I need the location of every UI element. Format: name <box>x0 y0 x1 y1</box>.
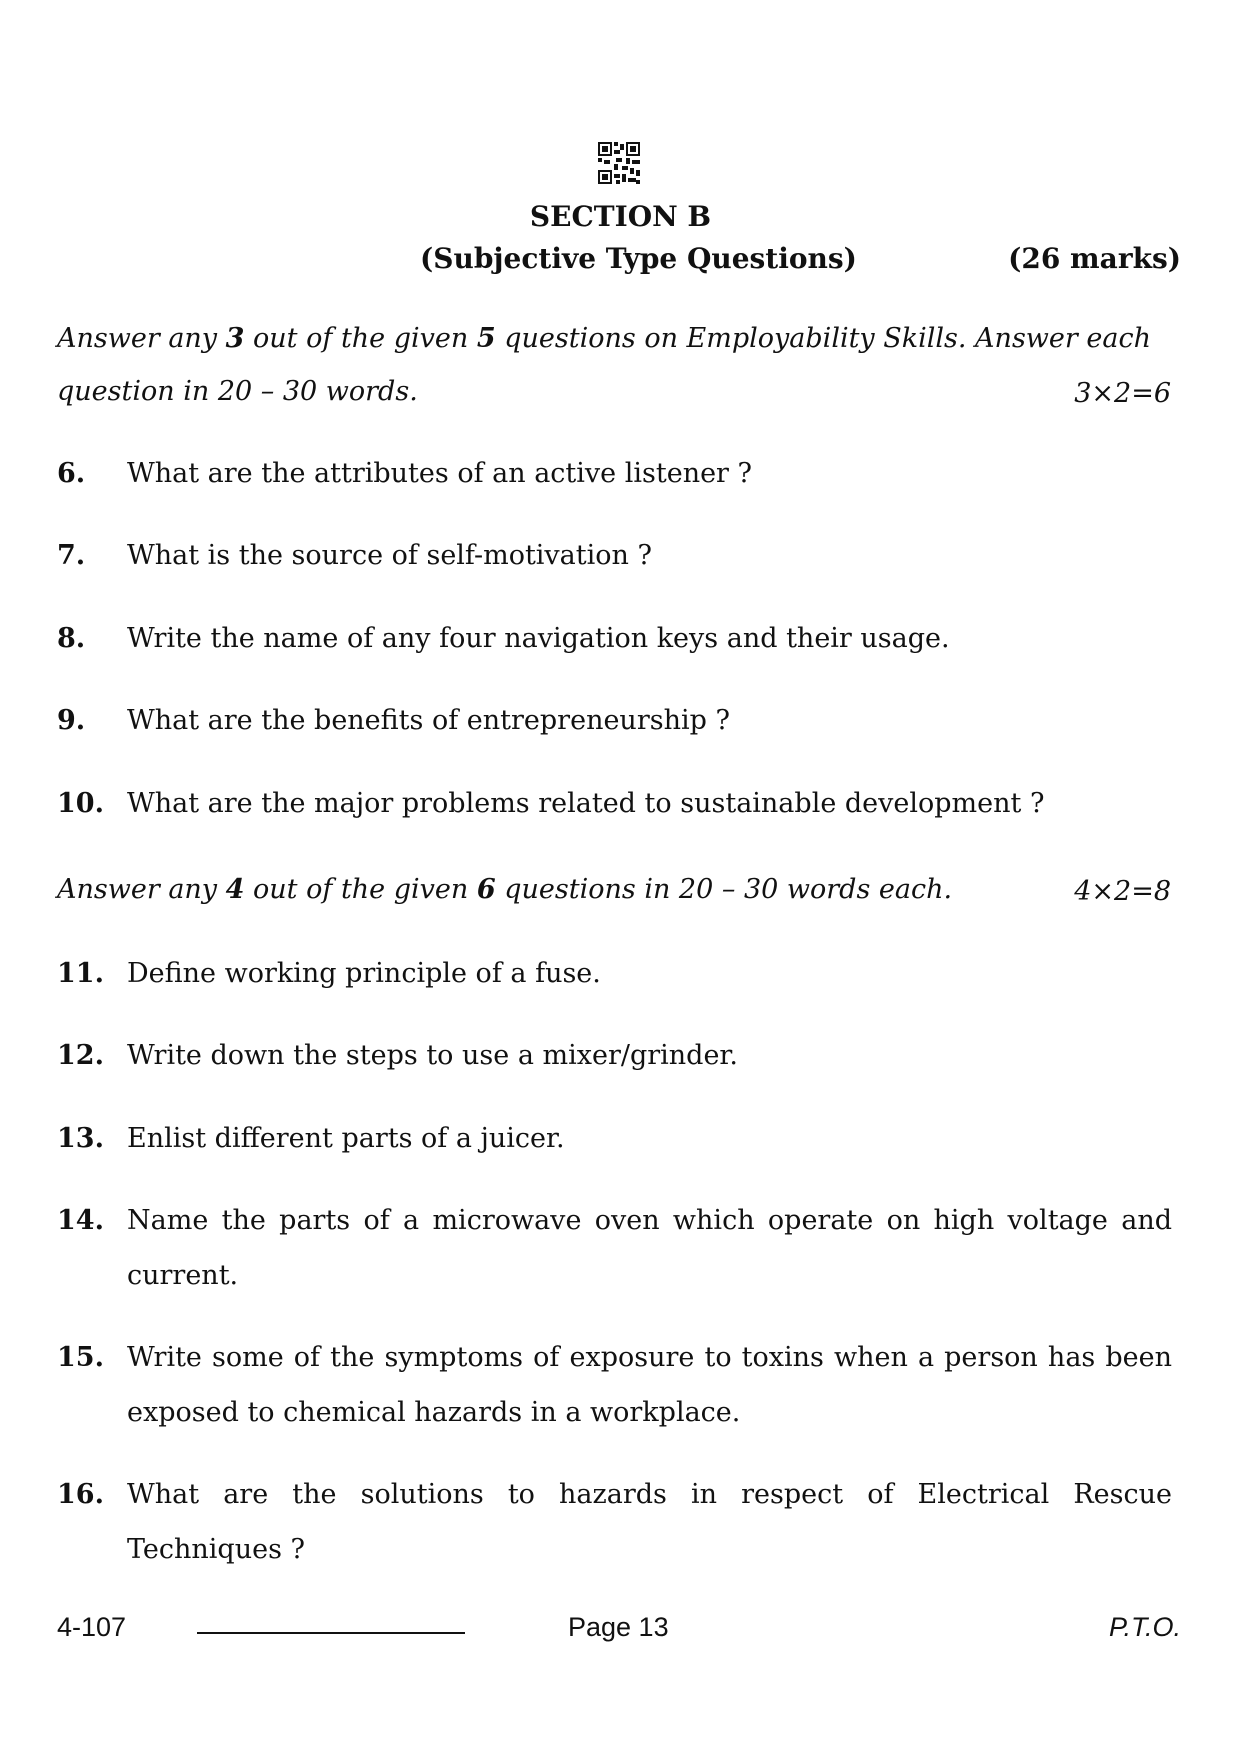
question-number: 8. <box>57 623 86 654</box>
question-text-line-1: What are the solutions to hazards in respect of Electrical Rescue <box>127 1479 1172 1510</box>
marks-allocation-1: 3×2=6 <box>1074 378 1171 409</box>
question-text: Define working principle of a fuse. <box>127 958 601 989</box>
question-text-line-2: Techniques ? <box>127 1534 305 1565</box>
question-text-line-2: exposed to chemical hazards in a workplace. <box>127 1397 741 1428</box>
question-number: 16. <box>57 1479 104 1510</box>
question-number: 10. <box>57 788 104 819</box>
question-text: What is the source of self-motivation ? <box>127 540 652 571</box>
instruction-1 <box>57 312 1177 418</box>
question-number: 13. <box>57 1123 104 1154</box>
question-text: What are the benefits of entrepreneurship ? <box>127 705 730 736</box>
section-subtitle: (Subjective Type Questions) <box>420 242 857 275</box>
paper-code: 4-107 <box>57 1612 127 1642</box>
footer-divider <box>197 1632 465 1634</box>
question-number: 12. <box>57 1040 104 1071</box>
question-text <box>127 1330 1172 1440</box>
question-number: 15. <box>57 1342 104 1373</box>
section-marks: (26 marks) <box>1008 242 1181 275</box>
question-number: 7. <box>57 540 86 571</box>
question-text-line-2: current. <box>127 1260 239 1291</box>
page-number: Page 13 <box>568 1612 669 1642</box>
question-text: What are the attributes of an active listener ? <box>127 458 753 489</box>
question-text-line-1: Write some of the symptoms of exposure to toxins when a person has been <box>127 1342 1172 1373</box>
question-number: 11. <box>57 958 104 989</box>
instruction-1-line-2: question in 20 – 30 words. <box>57 376 418 407</box>
pto-label: P.T.O. <box>1108 1612 1181 1642</box>
instruction-2 <box>57 863 1177 916</box>
question-text: What are the major problems related to sustainable development ? <box>127 788 1045 819</box>
question-text: Write the name of any four navigation keys and their usage. <box>127 623 950 654</box>
question-text: Write down the steps to use a mixer/grinder. <box>127 1040 738 1071</box>
instruction-2-line-1: Answer any 4 out of the given 6 questions in 20 – 30 words each. <box>57 874 953 905</box>
marks-allocation-2: 4×2=8 <box>1074 876 1171 907</box>
question-text <box>127 1193 1172 1303</box>
question-text <box>127 1467 1172 1577</box>
question-text: Enlist different parts of a juicer. <box>127 1123 565 1154</box>
question-number: 9. <box>57 705 86 736</box>
instruction-1-line-1: Answer any 3 out of the given 5 questions on Employability Skills. Answer each <box>57 323 1151 354</box>
question-number: 6. <box>57 458 86 489</box>
question-number: 14. <box>57 1205 104 1236</box>
question-text-line-1: Name the parts of a microwave oven which operate on high voltage and <box>127 1205 1172 1236</box>
qr-code-icon <box>598 142 640 184</box>
section-title: SECTION B <box>529 200 712 233</box>
